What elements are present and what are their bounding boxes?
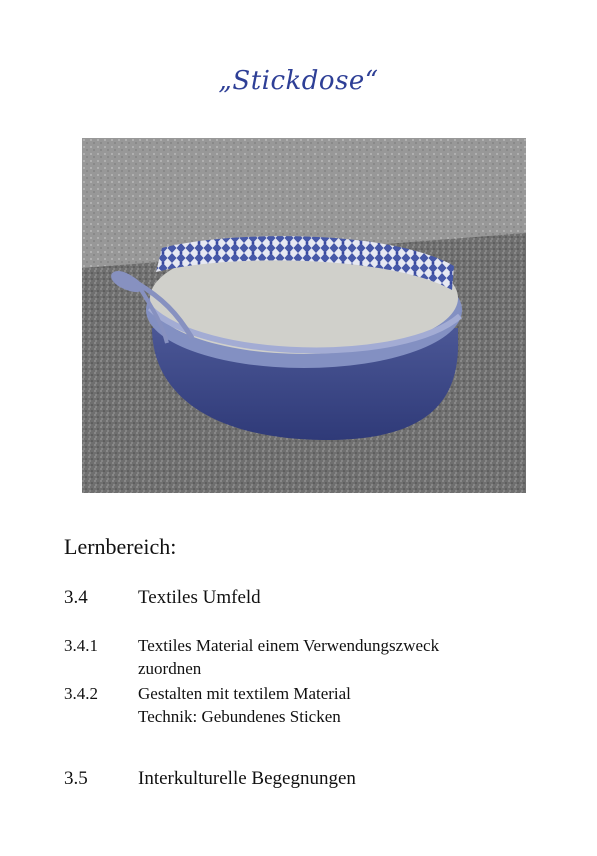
item-number: 3.4.2 <box>64 684 98 703</box>
item-text: Textiles Material einem Verwendungszweck <box>138 636 440 655</box>
item-text-continuation: Technik: Gebundenes Sticken <box>138 707 341 726</box>
item-text: Gestalten mit textilem Material <box>138 684 351 703</box>
item-text: Textiles Umfeld <box>138 587 261 608</box>
item-text: Interkulturelle Begegnungen <box>138 768 356 789</box>
item-number: 3.4.1 <box>64 636 98 655</box>
item-number: 3.5 <box>64 768 88 789</box>
embroidered-box-photo <box>82 138 526 493</box>
item-number: 3.4 <box>64 587 88 608</box>
page-title: „Stickdose“ <box>218 66 379 96</box>
item-text-continuation: zuordnen <box>138 659 202 678</box>
section-heading: Lernbereich: <box>64 534 177 559</box>
